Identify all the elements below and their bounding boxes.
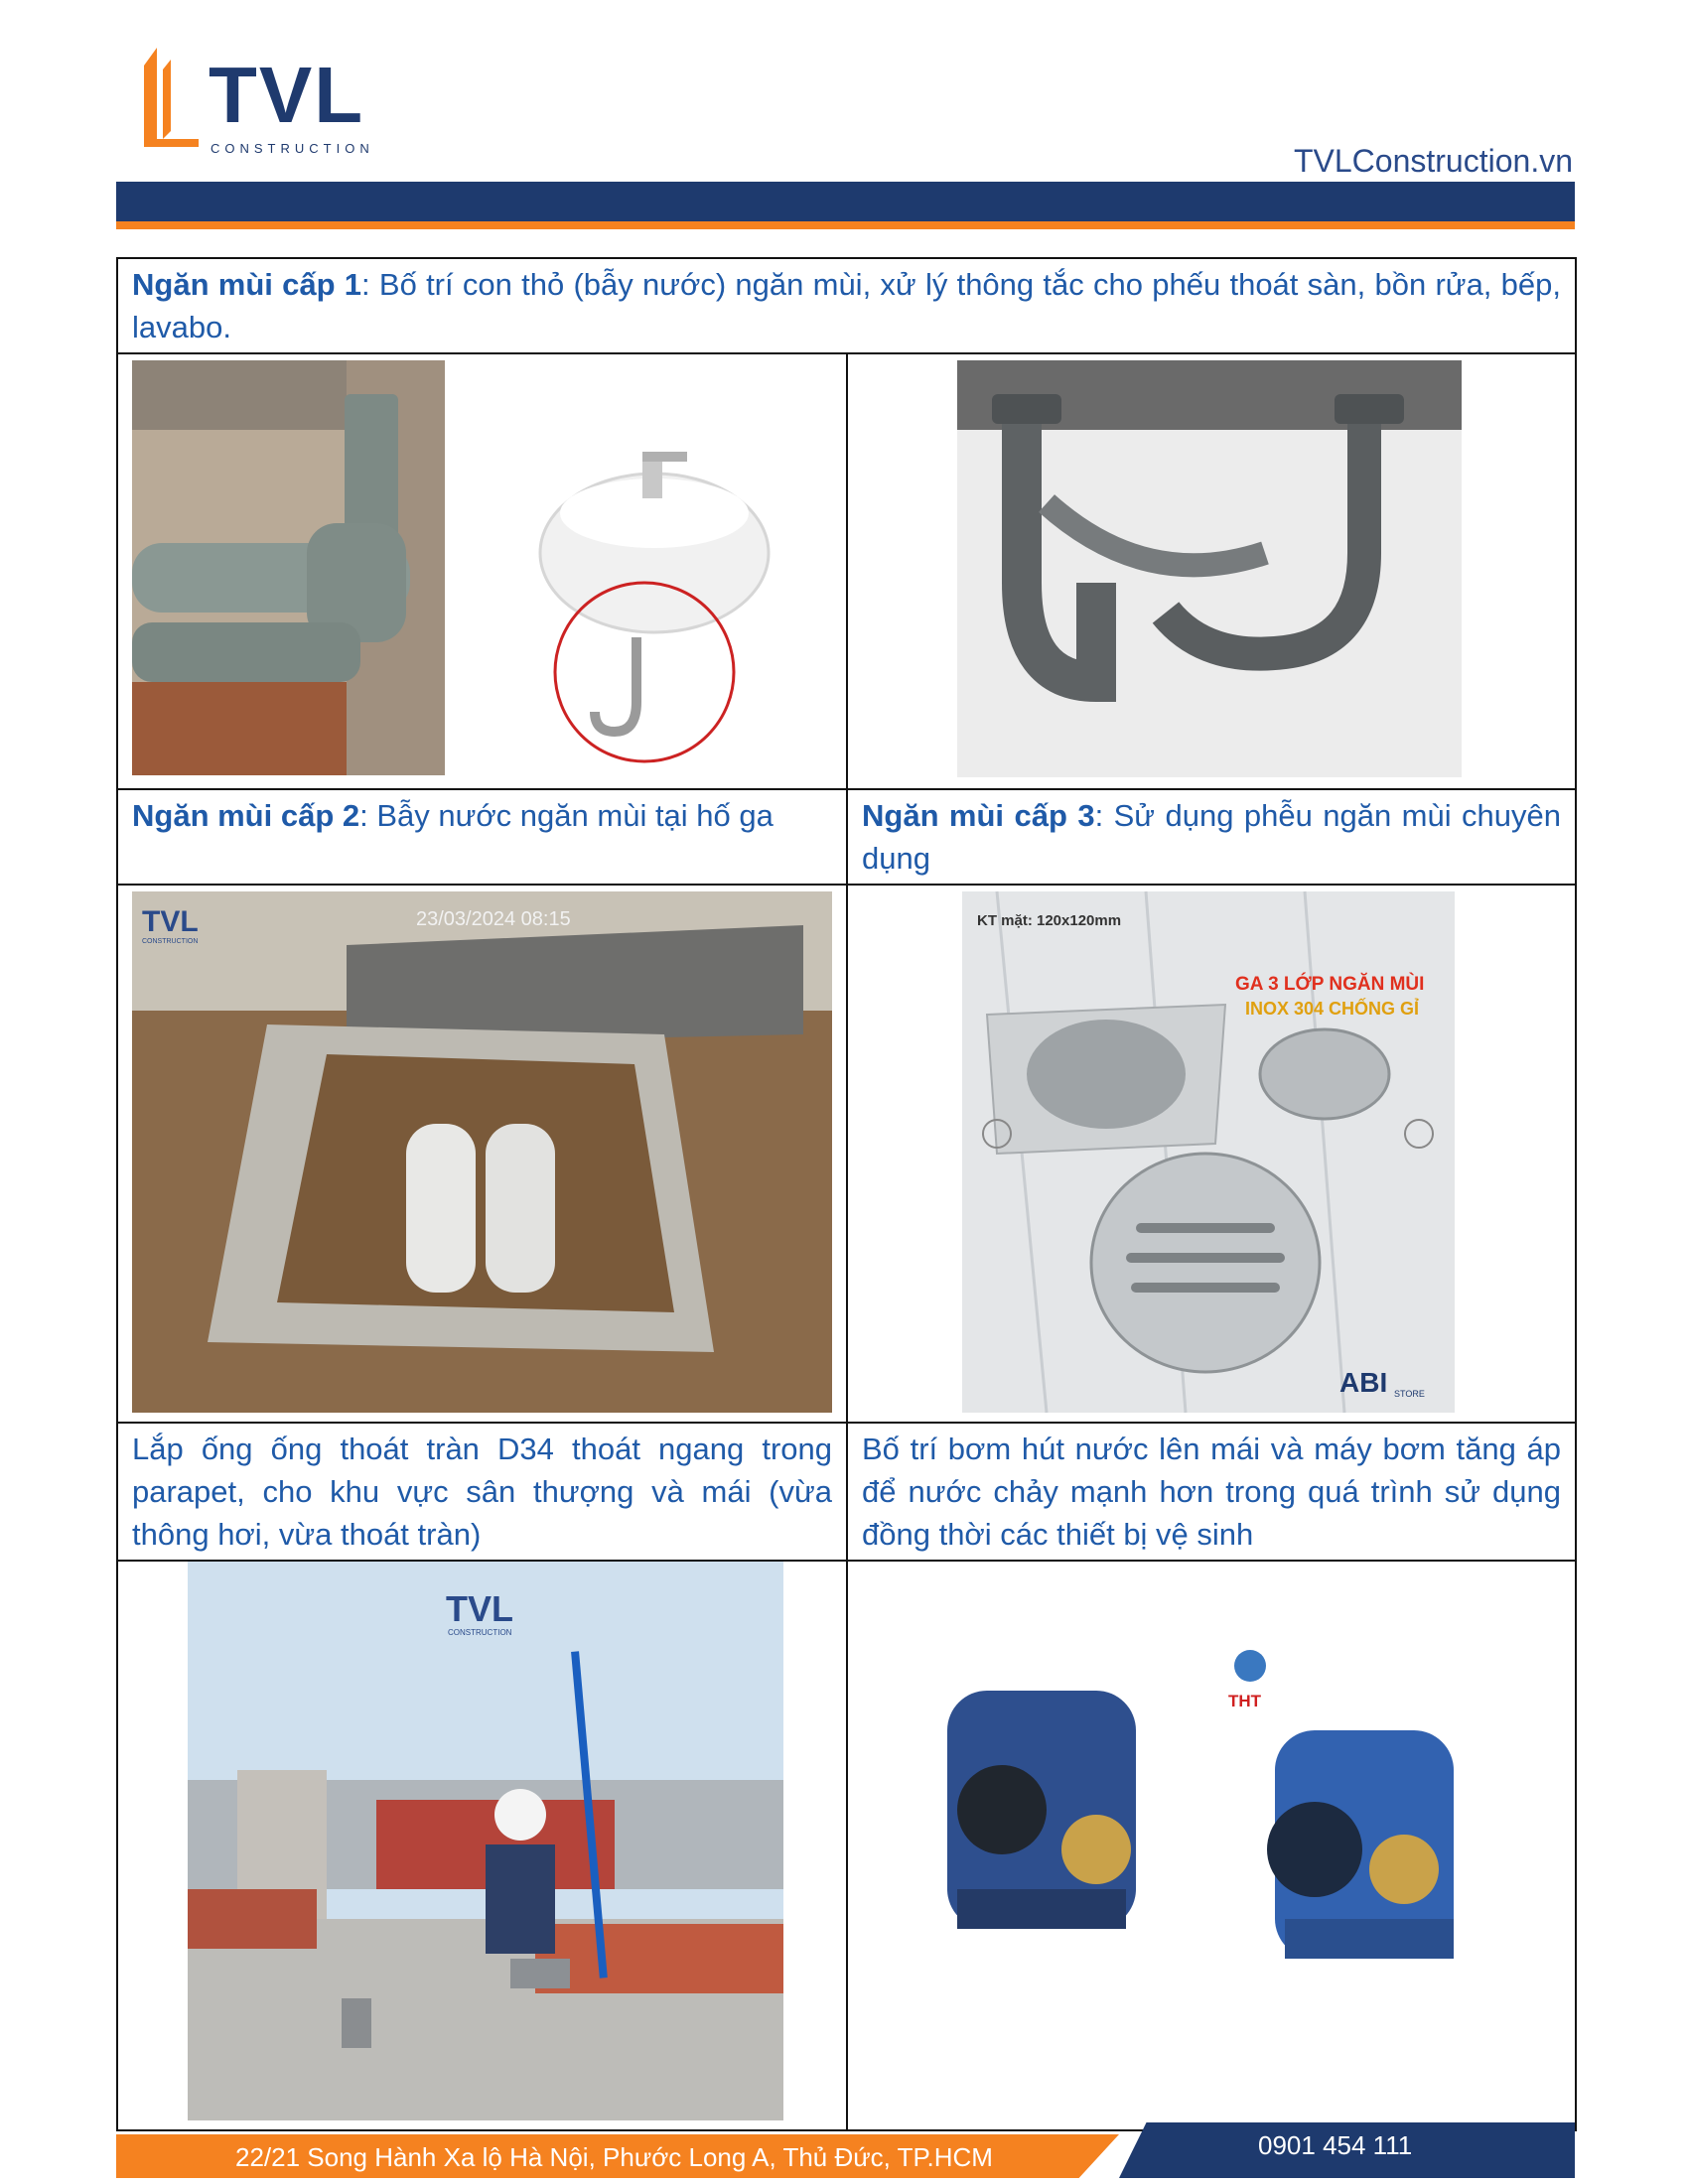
building-logo-icon: [139, 48, 209, 147]
manhole-photo-logo-sub: CONSTRUCTION: [142, 938, 199, 945]
manhole-trap-image: [118, 886, 847, 1417]
tvl-logo: [139, 48, 377, 157]
pipe-trap-lavabo-image: [118, 354, 847, 783]
row-overflow-pump-titles: [117, 1423, 1576, 1561]
photo-pipe-trap-lavabo: [117, 353, 847, 789]
level3-label: Ngăn mùi cấp 3: [862, 798, 1095, 833]
level3-text: [848, 790, 1575, 884]
drain-brand: ABI: [1339, 1367, 1388, 1398]
worker-photo-logo-sub: CONSTRUCTION: [448, 1628, 512, 1637]
photo-floor-drain: [847, 885, 1576, 1423]
floor-drain-image: [848, 886, 1576, 1417]
drain-size-label: KT mặt: 120x120mm: [977, 912, 1122, 929]
logo-text: TVL: [209, 51, 365, 139]
pump-text: Bố trí bơm hút nước lên mái và máy bơm tăng áp để nước chảy mạnh hơn trong quá trình sử dụng đồng thời các thiết bị vệ sinh: [862, 1432, 1562, 1552]
row-level2-3-photos: [117, 885, 1576, 1423]
row-level2-3-titles: [117, 789, 1576, 885]
footer: [116, 2130, 1575, 2178]
kitchen-sink-trap-image: [848, 354, 1576, 783]
level2-label: Ngăn mùi cấp 2: [132, 798, 360, 833]
overflow-pipe-worker-image: [118, 1562, 847, 2124]
content-table: [116, 257, 1577, 2131]
photo-water-pumps: [847, 1561, 1576, 2130]
site-url[interactable]: TVLConstruction.vn: [1293, 143, 1573, 179]
drain-title-line2: INOX 304 CHỐNG GỈ: [1245, 999, 1420, 1019]
level1-description: : Bố trí con thỏ (bẫy nước) ngăn mùi, xử lý thông tắc cho phếu thoát sàn, bồn rửa, bếp, lavabo.: [132, 267, 1562, 344]
footer-address: 22/21 Song Hành Xa lộ Hà Nội, Phước Long A, Thủ Đức, TP.HCM: [235, 2142, 993, 2172]
brand-logo-icon: [1234, 1650, 1266, 1682]
pump-brand: THT: [1228, 1692, 1262, 1710]
photo-timestamp: 23/03/2024 08:15: [416, 908, 571, 930]
header-accent-bar: [116, 221, 1575, 229]
level2-description: : Bẫy nước ngăn mùi tại hố ga: [359, 798, 774, 833]
row-level1-photos: [117, 353, 1576, 789]
header-bar: [116, 182, 1575, 221]
drain-brand-sub: STORE: [1394, 1389, 1425, 1399]
footer-phone[interactable]: 0901 454 111: [1258, 2130, 1413, 2160]
level2-text: [118, 790, 846, 841]
overflow-pipe-text: Lắp ống ống thoát tràn D34 thoát ngang trong parapet, cho khu vực sân thượng và mái (vừa thông hơi, vừa thoát tràn): [132, 1432, 832, 1552]
water-pumps-image: [848, 1562, 1576, 2124]
drain-title-line1: GA 3 LỚP NGĂN MÙI: [1235, 974, 1425, 995]
level1-text: [118, 259, 1575, 352]
photo-kitchen-sink-trap: [847, 353, 1576, 789]
level3-description: : Sử dụng phễu ngăn mùi chuyên dụng: [862, 798, 1562, 876]
photo-overflow-pipe-worker: [117, 1561, 847, 2130]
worker-photo-logo: TVL: [446, 1588, 513, 1629]
logo-subtitle: CONSTRUCTION: [211, 141, 374, 156]
row-overflow-pump-photos: [117, 1561, 1576, 2130]
row-level1-title: [117, 258, 1576, 353]
level1-label: Ngăn mùi cấp 1: [132, 267, 362, 302]
manhole-photo-logo: TVL: [142, 905, 199, 938]
photo-manhole-trap: [117, 885, 847, 1423]
